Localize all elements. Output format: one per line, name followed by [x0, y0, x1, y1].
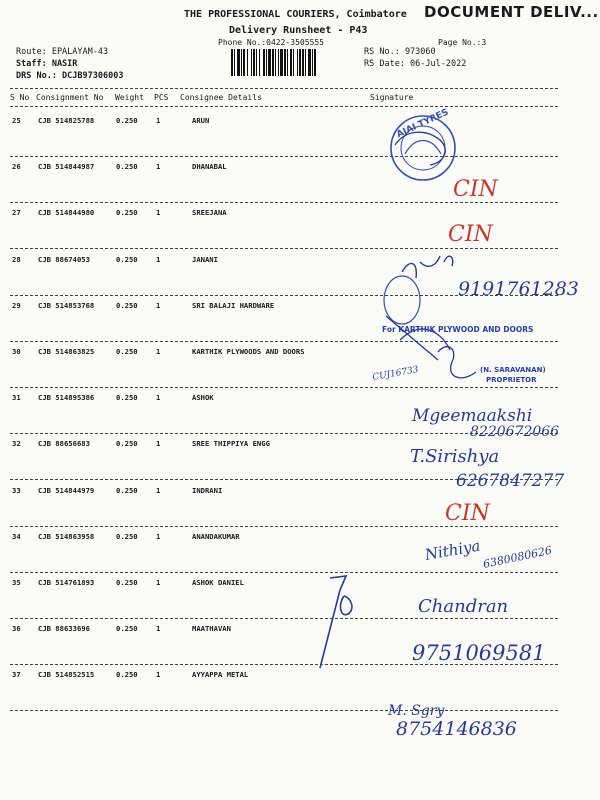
signature-scribble-28 — [402, 256, 453, 278]
cell-weight: 0.250 — [116, 532, 138, 541]
cell-weight: 0.250 — [116, 393, 138, 402]
cell-consignment: CJB 88633696 — [38, 624, 90, 633]
cell-pcs: 1 — [156, 116, 161, 125]
cell-consignment: CJB 514863825 — [38, 347, 95, 356]
document-delivery-stamp: DOCUMENT DELIV... — [424, 3, 599, 21]
cell-consignee: KARTHIK PLYWOODS AND DOORS — [192, 347, 305, 356]
cell-consignee: SREE THIPPIYA ENGG — [192, 439, 270, 448]
ajai-tyres-stamp — [391, 107, 455, 180]
rs-date: RS Date: 06-Jul-2022 — [364, 59, 467, 69]
phone-handwritten: 8754146836 — [396, 718, 517, 740]
stamp-role: PROPRIETOR — [486, 376, 537, 384]
cell-sno: 30 — [12, 347, 21, 356]
column-header-consignee: Consignee Details — [180, 93, 262, 102]
cell-weight: 0.250 — [116, 301, 138, 310]
cell-consignee: ARUN — [192, 116, 210, 125]
cell-consignment: CJB 514852515 — [38, 670, 95, 679]
phone-handwritten: 8220672066 — [470, 424, 560, 440]
cell-weight: 0.250 — [116, 439, 138, 448]
cell-pcs: 1 — [156, 670, 161, 679]
cell-weight: 0.250 — [116, 486, 138, 495]
cell-consignment: CJB 514844979 — [38, 486, 95, 495]
cin-mark: CIN — [453, 177, 498, 202]
cell-weight: 0.250 — [116, 116, 138, 125]
cell-consignee: INDRANI — [192, 486, 223, 495]
cell-consignee: SRI BALAJI HARDWARE — [192, 301, 275, 310]
cell-pcs: 1 — [156, 208, 161, 217]
cell-consignee: AYYAPPA METAL — [192, 670, 249, 679]
cell-pcs: 1 — [156, 486, 161, 495]
cell-sno: 36 — [12, 624, 21, 633]
cell-weight: 0.250 — [116, 624, 138, 633]
drs-number: DRS No.: DCJB97306003 — [16, 71, 124, 81]
cell-pcs: 1 — [156, 532, 161, 541]
column-header-signature: Signature — [370, 93, 414, 102]
cell-pcs: 1 — [156, 393, 161, 402]
cell-sno: 37 — [12, 670, 21, 679]
cell-consignee: JANANI — [192, 255, 218, 264]
staff-info: Staff: NASIR — [16, 59, 78, 69]
cell-weight: 0.250 — [116, 670, 138, 679]
cell-weight: 0.250 — [116, 347, 138, 356]
cell-weight: 0.250 — [116, 578, 138, 587]
cell-pcs: 1 — [156, 578, 161, 587]
cell-consignee: ASHOK — [192, 393, 214, 402]
column-header-sno: S No — [10, 93, 30, 102]
cell-consignment: CJB 514825788 — [38, 116, 95, 125]
cell-sno: 31 — [12, 393, 21, 402]
cell-consignee: ASHOK DANIEL — [192, 578, 244, 587]
cin-mark: CIN — [445, 501, 490, 526]
cell-pcs: 1 — [156, 162, 161, 171]
cell-consignment: CJB 88656683 — [38, 439, 90, 448]
cell-sno: 25 — [12, 116, 21, 125]
cell-sno: 34 — [12, 532, 21, 541]
cell-consignment: CJB 514844987 — [38, 162, 95, 171]
column-header-weight: Weight — [115, 93, 144, 102]
recipient-name-handwritten: Chandran — [418, 596, 509, 617]
cell-consignee: SREEJANA — [192, 208, 227, 217]
cell-pcs: 1 — [156, 255, 161, 264]
cell-weight: 0.250 — [116, 255, 138, 264]
cell-pcs: 1 — [156, 347, 161, 356]
company-title: THE PROFESSIONAL COURIERS, Coimbatore — [184, 9, 407, 20]
phone-handwritten: 9751069581 — [412, 641, 546, 665]
cell-consignment: CJB 514863958 — [38, 532, 95, 541]
cell-pcs: 1 — [156, 439, 161, 448]
cell-pcs: 1 — [156, 301, 161, 310]
cell-weight: 0.250 — [116, 208, 138, 217]
phone-number: Phone No.:0422-3505555 — [218, 38, 324, 47]
recipient-name-handwritten: Mgeemaakshi — [412, 406, 533, 426]
cell-consignment: CJB 88674053 — [38, 255, 90, 264]
runsheet-title: Delivery Runsheet - P43 — [229, 25, 368, 36]
cell-sno: 28 — [12, 255, 21, 264]
cell-consignee: ANANDAKUMAR — [192, 532, 240, 541]
cell-sno: 32 — [12, 439, 21, 448]
recipient-name-handwritten: Nithiya — [423, 536, 482, 564]
cell-consignment: CJB 514844980 — [38, 208, 95, 217]
cin-mark: CIN — [448, 222, 493, 247]
route-info: Route: EPALAYAM-43 — [16, 47, 109, 57]
rs-number: RS No.: 973060 — [364, 47, 436, 57]
cell-sno: 26 — [12, 162, 21, 171]
cell-sno: 29 — [12, 301, 21, 310]
column-header-pcs: PCS — [154, 93, 169, 102]
signature-scribble-35 — [320, 576, 352, 668]
cell-consignee: DHANABAL — [192, 162, 227, 171]
recipient-name-handwritten: T.Sirishya — [410, 446, 500, 467]
stamp-company: For KARTHIK PLYWOOD AND DOORS — [382, 325, 534, 334]
page-number: Page No.:3 — [438, 38, 487, 47]
cell-sno: 27 — [12, 208, 21, 217]
cell-sno: 35 — [12, 578, 21, 587]
cell-consignment: CJB 514895386 — [38, 393, 95, 402]
cell-pcs: 1 — [156, 624, 161, 633]
recipient-name-handwritten: M. Sgry — [388, 703, 445, 719]
stamp-name: (N. SARAVANAN) — [480, 366, 546, 374]
stamp-text: AJAI TYRES — [395, 107, 451, 141]
cell-consignment: CJB 514761893 — [38, 578, 95, 587]
column-header-consignment: Consignment No — [36, 93, 104, 102]
cell-weight: 0.250 — [116, 162, 138, 171]
handwritten-note: CUJ16733 — [371, 365, 420, 383]
cell-sno: 33 — [12, 486, 21, 495]
cell-consignment: CJB 514853768 — [38, 301, 95, 310]
phone-handwritten: 6380080626 — [481, 543, 554, 571]
cell-consignee: MAATHAVAN — [192, 624, 231, 633]
phone-handwritten: 6267847277 — [456, 471, 565, 491]
phone-handwritten: 9191761283 — [458, 278, 579, 300]
